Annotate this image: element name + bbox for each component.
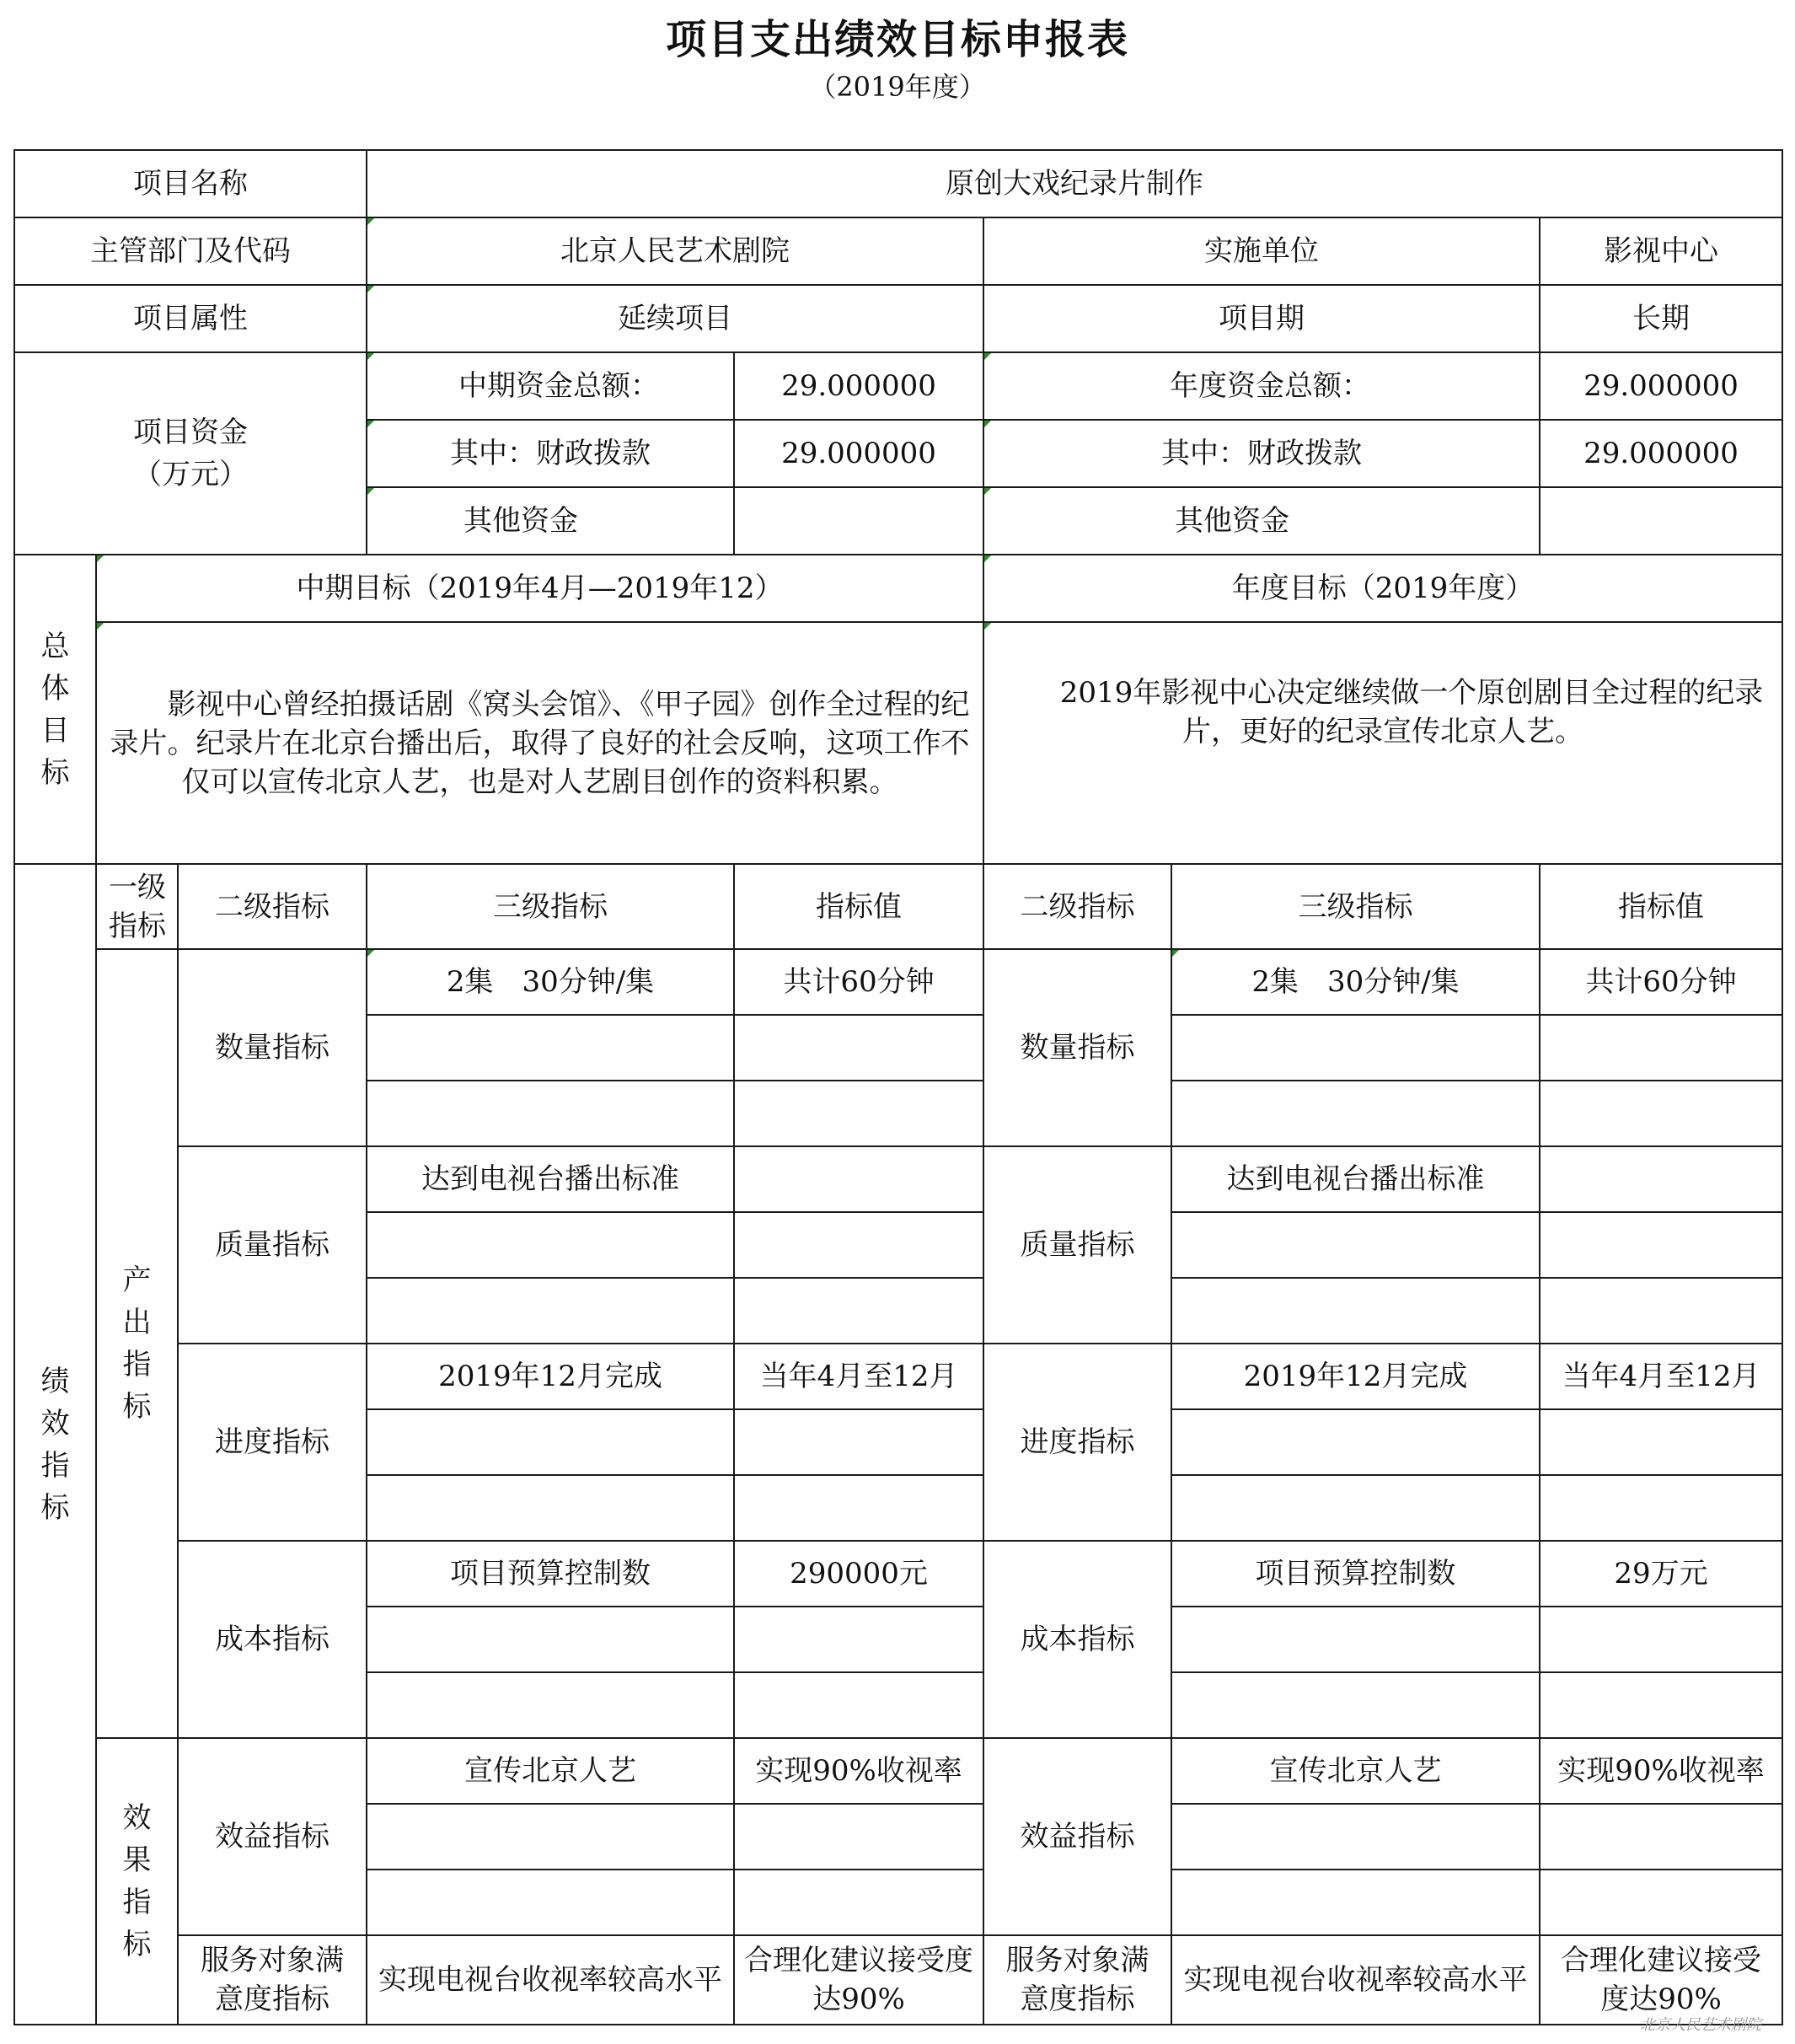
year-cost-value: 29万元 [1540, 1541, 1782, 1607]
mid-cost-item: 项目预算控制数 [367, 1541, 734, 1607]
mid-other-value [734, 487, 983, 555]
performance-label [14, 864, 96, 2025]
year-progress-label: 进度指标 [983, 1344, 1171, 1541]
year-level3-header: 三级指标 [1171, 864, 1540, 949]
row-goal-text [14, 622, 1782, 864]
year-fiscal-label: 其中：财政拨款 [983, 420, 1540, 487]
mid-satisfaction-item: 实现电视台收视率较高水平 [367, 1935, 734, 2025]
year-progress-value: 当年4月至12月 [1540, 1344, 1782, 1409]
year-cost-label: 成本指标 [983, 1541, 1171, 1738]
mid-progress-item: 2019年12月完成 [367, 1344, 734, 1409]
mid-other-label: 其他资金 [367, 487, 734, 555]
output-indicator-label [96, 949, 178, 1738]
year-satisfaction-item: 实现电视台收视率较高水平 [1171, 1935, 1540, 2025]
mid-benefit-label: 效益指标 [178, 1738, 367, 1935]
level1-header [96, 864, 178, 949]
year-satisfaction-value: 合理化建议接受度达90% [1540, 1935, 1782, 2025]
performance-label-text: 绩效指标 [40, 1364, 70, 1525]
mid-satisfaction-value: 合理化建议接受度达90% [734, 1935, 983, 2025]
level1-header-text: 一级指标 [109, 870, 166, 943]
funds-label-text: 项目资金（万元） [133, 416, 248, 491]
row-project-attribute [14, 285, 1782, 352]
row-indicator-headers [14, 864, 1782, 949]
mid-satisfaction-label [178, 1935, 367, 2025]
year-quality-label: 质量指标 [983, 1146, 1171, 1344]
implementing-unit-label: 实施单位 [983, 217, 1540, 285]
row-goal-headers [14, 555, 1782, 622]
row-quantity-1 [14, 949, 1782, 1015]
year-quantity-label: 数量指标 [983, 949, 1171, 1146]
project-attribute-label: 项目属性 [14, 285, 367, 352]
mid-level2-header: 二级指标 [178, 864, 367, 949]
year-quantity-item: 2集 30分钟/集 [1171, 949, 1540, 1015]
page-subtitle: （2019年度） [809, 71, 986, 103]
year-level2-header: 二级指标 [983, 864, 1171, 949]
year-quality-value [1540, 1146, 1782, 1212]
mid-benefit-value: 实现90%收视率 [734, 1738, 983, 1804]
project-name-value: 原创大戏纪录片制作 [367, 150, 1782, 217]
year-other-value [1540, 487, 1782, 555]
row-cost-1 [14, 1541, 1782, 1607]
mid-cost-value: 290000元 [734, 1541, 983, 1607]
mid-progress-label: 进度指标 [178, 1344, 367, 1541]
mid-fiscal-value: 29.000000 [734, 420, 983, 487]
mid-goal-header: 中期目标（2019年4月—2019年12） [96, 555, 983, 622]
page-title: 项目支出绩效目标申报表 [665, 16, 1129, 63]
year-total-value: 29.000000 [1540, 352, 1782, 420]
mid-fiscal-label: 其中：财政拨款 [367, 420, 734, 487]
department-label: 主管部门及代码 [14, 217, 367, 285]
mid-quantity-item: 2集 30分钟/集 [367, 949, 734, 1015]
mid-value-header: 指标值 [734, 864, 983, 949]
year-benefit-label: 效益指标 [983, 1738, 1171, 1935]
mid-quantity-value: 共计60分钟 [734, 949, 983, 1015]
year-total-label: 年度资金总额： [983, 352, 1540, 420]
mid-quality-label: 质量指标 [178, 1146, 367, 1344]
year-satisfaction-label-text: 服务对象满意度指标 [1005, 1944, 1149, 2016]
year-quantity-value: 共计60分钟 [1540, 949, 1782, 1015]
effect-indicator-label [96, 1738, 178, 2025]
mid-quantity-label: 数量指标 [178, 949, 367, 1146]
mid-quality-value [734, 1146, 983, 1212]
mid-total-label: 中期资金总额： [367, 352, 734, 420]
performance-target-table [13, 149, 1783, 2025]
project-attribute-value: 延续项目 [367, 285, 983, 352]
effect-indicator-label-text: 效果指标 [122, 1801, 152, 1961]
year-value-header: 指标值 [1540, 864, 1782, 949]
department-value: 北京人民艺术剧院 [367, 217, 983, 285]
year-satisfaction-label [983, 1935, 1171, 2025]
year-other-label: 其他资金 [983, 487, 1540, 555]
row-funds-total [14, 352, 1782, 420]
mid-goal-text: 影视中心曾经拍摄话剧《窝头会馆》、《甲子园》创作全过程的纪录片。纪录片在北京台播出后，取得了良好的社会反响，这项工作不仅可以宣传北京人艺，也是对人艺剧目创作的资料积累。 [96, 622, 983, 864]
year-benefit-item: 宣传北京人艺 [1171, 1738, 1540, 1804]
project-period-value: 长期 [1540, 285, 1782, 352]
mid-benefit-item: 宣传北京人艺 [367, 1738, 734, 1804]
mid-cost-label: 成本指标 [178, 1541, 367, 1738]
mid-level3-header: 三级指标 [367, 864, 734, 949]
row-satisfaction [14, 1935, 1782, 2025]
mid-quality-item: 达到电视台播出标准 [367, 1146, 734, 1212]
project-name-label: 项目名称 [14, 150, 367, 217]
row-progress-1 [14, 1344, 1782, 1409]
year-cost-item: 项目预算控制数 [1171, 1541, 1540, 1607]
year-goal-text: 2019年影视中心决定继续做一个原创剧目全过程的纪录片，更好的纪录宣传北京人艺。 [983, 622, 1782, 864]
implementing-unit-value: 影视中心 [1540, 217, 1782, 285]
overall-goal-label-text: 总体目标 [40, 629, 70, 790]
year-quality-item: 达到电视台播出标准 [1171, 1146, 1540, 1212]
year-progress-item: 2019年12月完成 [1171, 1344, 1540, 1409]
mid-progress-value: 当年4月至12月 [734, 1344, 983, 1409]
row-department [14, 217, 1782, 285]
project-period-label: 项目期 [983, 285, 1540, 352]
year-benefit-value: 实现90%收视率 [1540, 1738, 1782, 1804]
output-indicator-label-text: 产出指标 [122, 1263, 152, 1424]
mid-satisfaction-label-text: 服务对象满意度指标 [201, 1944, 344, 2016]
row-quality-1 [14, 1146, 1782, 1212]
row-benefit-1 [14, 1738, 1782, 1804]
mid-total-value: 29.000000 [734, 352, 983, 420]
year-goal-header: 年度目标（2019年度） [983, 555, 1782, 622]
row-project-name [14, 150, 1782, 217]
funds-label [14, 352, 367, 555]
overall-goal-label [14, 555, 96, 864]
year-fiscal-value: 29.000000 [1540, 420, 1782, 487]
watermark: 北京人民艺术剧院 [1640, 2016, 1761, 2034]
